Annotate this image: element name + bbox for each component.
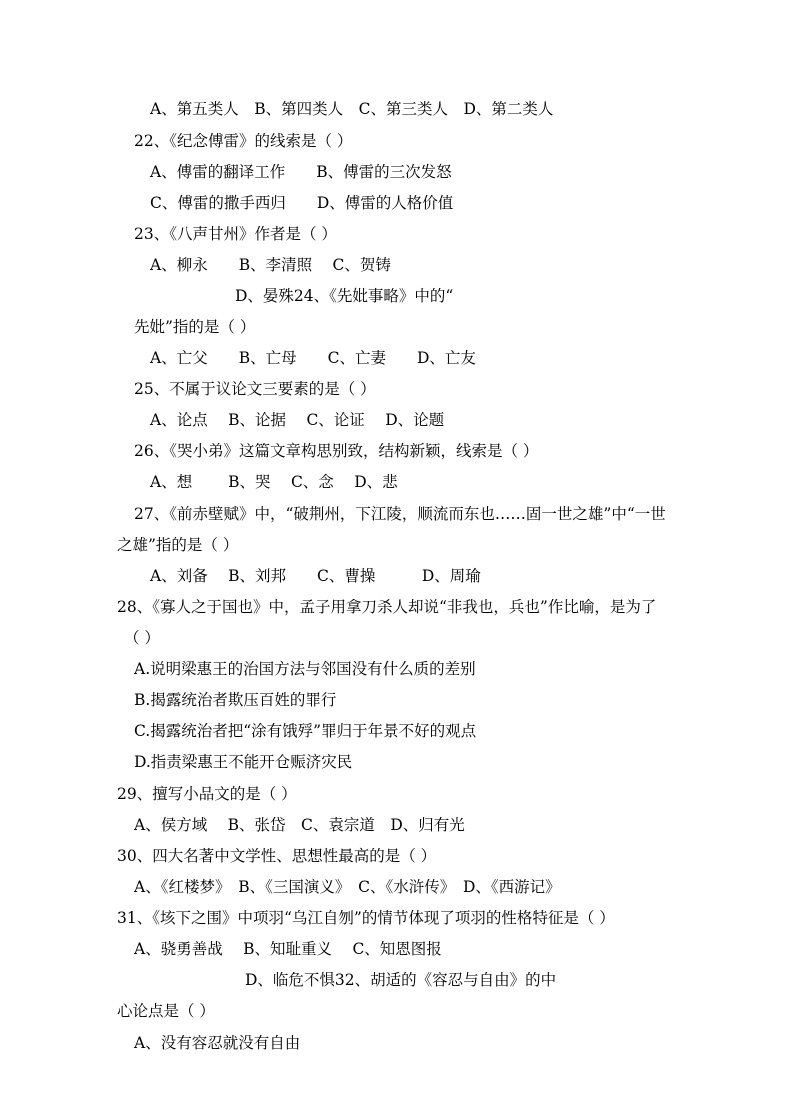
q28-option-d: D.指责梁惠王不能开仓赈济灾民: [134, 753, 353, 771]
q31-question: 31、《垓下之围》中项羽“乌江自刎”的情节体现了项羽的性格特征是（ ）: [117, 909, 615, 927]
q27-question-end: 之雄”指的是（ ）: [117, 536, 239, 554]
q28-option-a: A.说明梁惠王的治国方法与邻国没有什么质的差别: [134, 660, 476, 678]
q31-option-d-q32-start: D、临危不惧32、胡适的《容忍与自由》的中: [245, 971, 557, 989]
q30-question: 30、四大名著中文学性、思想性最高的是（ ）: [117, 847, 437, 865]
q28-option-b: B.揭露统治者欺压百姓的罪行: [134, 691, 337, 709]
q32-option-a: A、没有容忍就没有自由: [134, 1034, 301, 1052]
q21-options: A、第五类人 B、第四类人 C、第三类人 D、第二类人: [150, 100, 554, 118]
q26-options: A、想 B、哭 C、念 D、悲: [150, 473, 398, 491]
q23-question: 23、《八声甘州》作者是（ ）: [134, 225, 337, 243]
q26-question: 26、《哭小弟》这篇文章构思别致，结构新颖，线索是（ ）: [134, 442, 539, 460]
q28-option-c: C.揭露统治者把“涂有饿殍”罪归于年景不好的观点: [134, 722, 477, 740]
q30-options: A、《红楼梦》 B、《三国演义》 C、《水浒传》 D、《西游记》: [134, 878, 561, 896]
q29-question: 29、擅写小品文的是（ ）: [117, 785, 297, 803]
q32-question-end: 心论点是（ ）: [117, 1002, 215, 1020]
q22-question: 22、《纪念傅雷》的线索是（ ）: [134, 132, 353, 150]
q25-question: 25、不属于议论文三要素的是（ ）: [134, 380, 376, 398]
q29-options: A、侯方域 B、张岱 C、袁宗道 D、归有光: [134, 816, 465, 834]
q24-question-end: 先妣”指的是（ ）: [134, 318, 256, 336]
q22-options-ab: A、傅雷的翻译工作 B、傅雷的三次发怒: [150, 163, 452, 181]
q31-options-abc: A、骁勇善战 B、知耻重义 C、知恩图报: [134, 940, 442, 958]
q22-options-cd: C、傅雷的撒手西归 D、傅雷的人格价值: [150, 194, 454, 212]
q28-question: 28、《寡人之于国也》中，孟子用拿刀杀人却说“非我也，兵也”作比喻，是为了: [117, 598, 657, 616]
q25-options: A、论点 B、论据 C、论证 D、论题: [150, 411, 445, 429]
q27-options: A、刘备 B、刘邦 C、曹操 D、周瑜: [150, 567, 481, 585]
q23-option-d-q24-start: D、晏殊24、《先妣事略》中的“: [235, 287, 454, 305]
q23-options-abc: A、柳永 B、李清照 C、贺铸: [150, 256, 391, 274]
q24-options: A、亡父 B、亡母 C、亡妻 D、亡友: [150, 349, 476, 367]
q28-question-end: （ ）: [124, 629, 160, 647]
q27-question: 27、《前赤壁赋》中，“破荆州，下江陵，顺流而东也……固一世之雄”中“一世: [134, 505, 666, 523]
